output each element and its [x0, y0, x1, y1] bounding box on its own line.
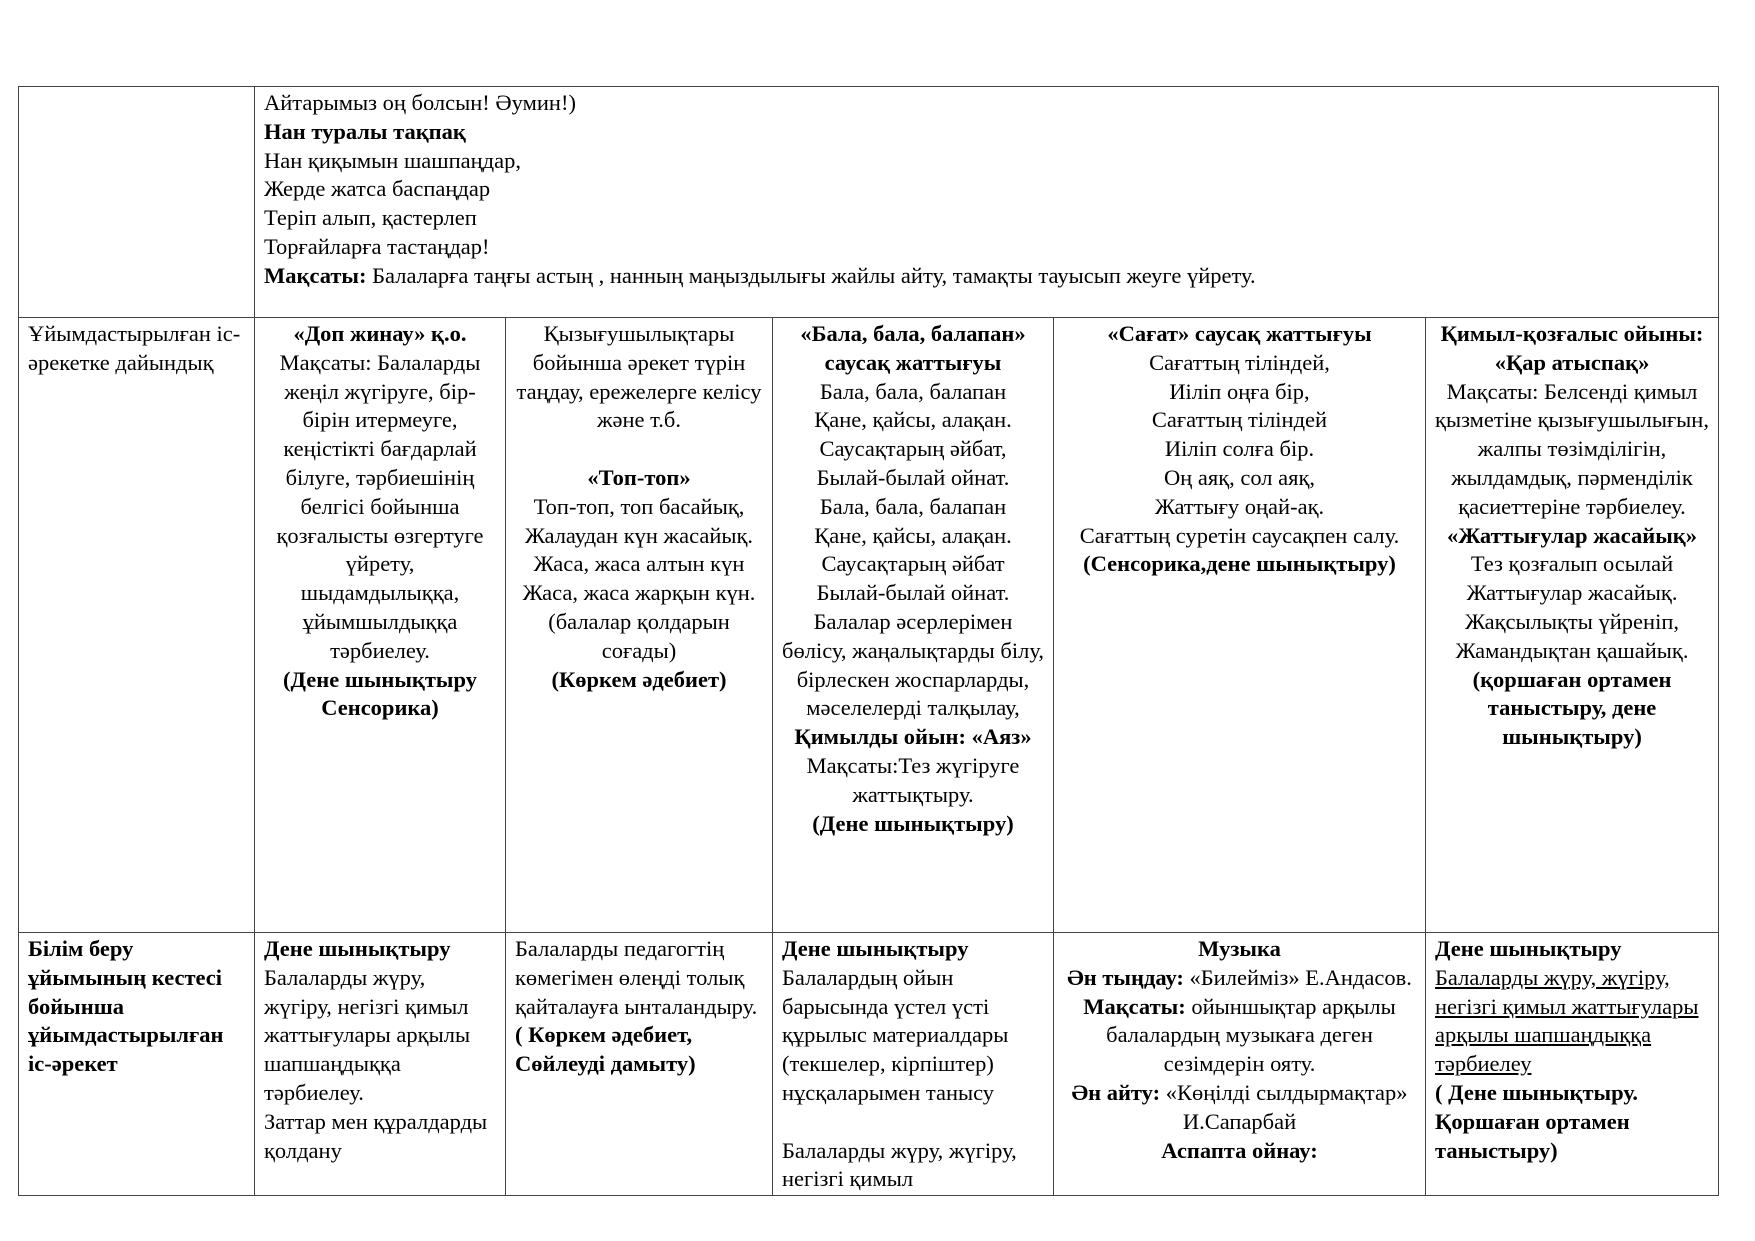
activity-cell-col4 [1054, 933, 1426, 1196]
cell-line: Қимыл-қозғалыс ойыны: «Қар атыспақ» [1440, 321, 1704, 375]
row-header-empty [19, 87, 255, 318]
plan-page [18, 86, 1718, 1196]
cell-line: Қане, қайсы, алақан. [814, 522, 1012, 548]
cell-line: Балаларды жүру, жүгіру, негізгі қимыл жаттығулары арқылы шапшаңдыққа тәрбиелеу [1435, 964, 1699, 1077]
cell-line: Сағаттың тіліндей [1151, 407, 1328, 433]
row-header-organized-activity: Білім беру ұйымының кестесі бойынша ұйымдастырылған іс-әрекет [19, 933, 255, 1196]
activity-cell-col1 [255, 933, 506, 1196]
rhyme-line: Нан қиқымын шашпаңдар, [264, 147, 521, 173]
cell-line: Дене шынықтыру [1435, 936, 1622, 961]
cell-line: Топ-топ, топ басайық, Жалаудан күн жасайық. [524, 493, 754, 548]
cell-line: «Бала, бала, балапан» саусақ жаттығуы [800, 321, 1026, 375]
table-row-organized-activity [19, 933, 1719, 1196]
activity-cell-col2 [506, 933, 773, 1196]
cell-line: Балаларды педагогтің көмегімен өлеңді толық қайталауға ынталандыру. [515, 936, 758, 1019]
activity-cell-col5 [1426, 318, 1719, 933]
cell-line: Иіліп оңға бір, [1169, 378, 1310, 404]
row-header-preparation: Ұйымдастырылған іс-әрекетке дайындық [19, 318, 255, 933]
activity-cell-col3 [773, 318, 1054, 933]
breakfast-rhyme-cell [255, 87, 1719, 318]
cell-line: Бала, бала, балапан [819, 378, 1007, 404]
activity-cell-col5 [1426, 933, 1719, 1196]
rhyme-line: Торғайларға тастаңдар! [264, 233, 490, 259]
cell-spacer [515, 435, 763, 464]
cell-line: «Сағат» саусақ жаттығуы [1107, 321, 1372, 346]
cell-line: Балалардың ойын барысында үстел үсті құрылыс материалдары (текшелер, кірпіштер) нұсқаларымен танысу [782, 964, 1009, 1105]
cell-spacer [782, 1108, 1044, 1137]
goal-label: Мақсаты: [264, 262, 367, 288]
cell-line: (Сенсорика,дене шынықтыру) [1083, 551, 1396, 577]
cell-line: Саусақтарың әйбат, [819, 436, 1007, 462]
cell-line: Саусақтарың әйбат [821, 551, 1005, 577]
activity-cell-col1 [255, 318, 506, 933]
cell-line: Былай-былай ойнат. [816, 580, 1010, 606]
cell-line: ( Дене шынықтыру. Қоршаған ортамен таныстыру) [1435, 1079, 1638, 1163]
cell-line: Тез қозғалып осылай [1470, 551, 1674, 577]
cell-line: (Көркем әдебиет) [551, 666, 727, 692]
cell-line: Қане, қайсы, алақан. [814, 407, 1012, 433]
cell-line: Дене шынықтыру [264, 936, 451, 961]
daily-plan-table [18, 86, 1719, 1196]
rhyme-line: Айтарымыз оң болсын! Әумин!) [264, 90, 576, 115]
rhyme-line: Жерде жатса баспаңдар [264, 176, 491, 202]
cell-line: Мақсаты: ойыншықтар арқылы балалардың музыкаға деген сезімдерін ояту. [1083, 993, 1396, 1077]
cell-line: (Дене шынықтыру Сенсорика) [283, 666, 477, 721]
cell-line: Аспапта ойнау: [1161, 1137, 1318, 1163]
cell-line: «Жаттығулар жасайық» [1447, 522, 1698, 548]
activity-cell-col4 [1054, 318, 1426, 933]
cell-line: Жамандықтан қашайық. [1455, 637, 1689, 663]
cell-line: Балалар әсерлерімен бөлісу, жаңалықтарды білу, бірлескен жоспарларды, мәселелерді талқылау, [782, 608, 1044, 721]
cell-line: Ән айту: «Көңілді сылдырмақтар» И.Сапарбай [1071, 1079, 1408, 1134]
cell-line: Музыка [1198, 936, 1281, 961]
activity-cell-col2 [506, 318, 773, 933]
cell-line: Оң аяқ, сол аяқ, [1163, 464, 1316, 490]
cell-line: ( Көркем әдебиет, Сөйлеуді дамыту) [515, 1022, 696, 1077]
cell-line: Жаттығулар жасайық. [1466, 580, 1678, 606]
cell-line: (қоршаған ортамен таныстыру, дене шынықтыру) [1472, 666, 1672, 750]
rhyme-line: Теріп алып, қастерлеп [264, 205, 477, 231]
rhyme-goal [264, 262, 1709, 291]
cell-line: Балаларды жүру, жүгіру, негізгі қимыл [782, 1137, 1017, 1192]
cell-line: Дене шынықтыру [782, 936, 969, 961]
cell-line: Жаса, жаса алтын күн Жаса, жаса жарқын күн. (балалар қолдарын соғады) [522, 551, 756, 663]
table-row-preparation [19, 318, 1719, 933]
cell-line: Сағаттың тіліндей, [1149, 349, 1330, 375]
cell-line: «Топ-топ» [587, 464, 691, 490]
cell-line: Мақсаты:Тез жүгіруге жаттықтыру. [806, 752, 1020, 807]
cell-line: Мақсаты: Белсенді қимыл қызметіне қызығушылығын, жалпы төзімділігін, жылдамдық, пәрменділік қасиеттеріне тәрбиелеу. [1435, 378, 1709, 519]
cell-line: Мақсаты: Балаларды жеңіл жүгіруге, бір-бірін итермеуге, кеңістікті бағдарлай білуге, тәрбиешінің белгісі бойынша қозғалысты өзгертуге үйрету, шыдамдылыққа, ұйымшылдыққа тәрбиелеу. [276, 349, 484, 663]
cell-line: (Дене шынықтыру) [812, 810, 1014, 836]
cell-line: Сағаттың суретін саусақпен салу. [1079, 522, 1400, 548]
cell-line: Ән тыңдау: «Билейміз» Е.Андасов. [1067, 964, 1412, 990]
cell-line: «Доп жинау» қ.о. [293, 321, 467, 346]
cell-line: Иіліп солға бір. [1164, 436, 1315, 462]
cell-line: Қимылды ойын: «Аяз» [794, 724, 1032, 750]
cell-line: Жаттығу оңай-ақ. [1154, 493, 1325, 519]
cell-line: Қызығушылықтары бойынша әрекет түрін таңдау, ережелерге келісу және т.б. [516, 321, 762, 433]
cell-line: Заттар мен құралдарды қолдану [264, 1108, 488, 1163]
activity-cell-col3 [773, 933, 1054, 1196]
cell-line: Балаларды жүру, жүгіру, негізгі қимыл жаттығулары арқылы шапшаңдыққа тәрбиелеу. [264, 964, 471, 1105]
rhyme-title: Нан туралы тақпақ [264, 118, 466, 144]
table-row-breakfast-rhyme [19, 87, 1719, 318]
cell-line: Жақсылықты үйреніп, [1465, 608, 1679, 634]
goal-text: Балаларға таңғы астың , нанның маңыздылығы жайлы айту, тамақты тауысып жеуге үйрету. [366, 262, 1256, 288]
cell-line: Бала, бала, балапан [819, 493, 1007, 519]
cell-line: Былай-былай ойнат. [816, 464, 1010, 490]
